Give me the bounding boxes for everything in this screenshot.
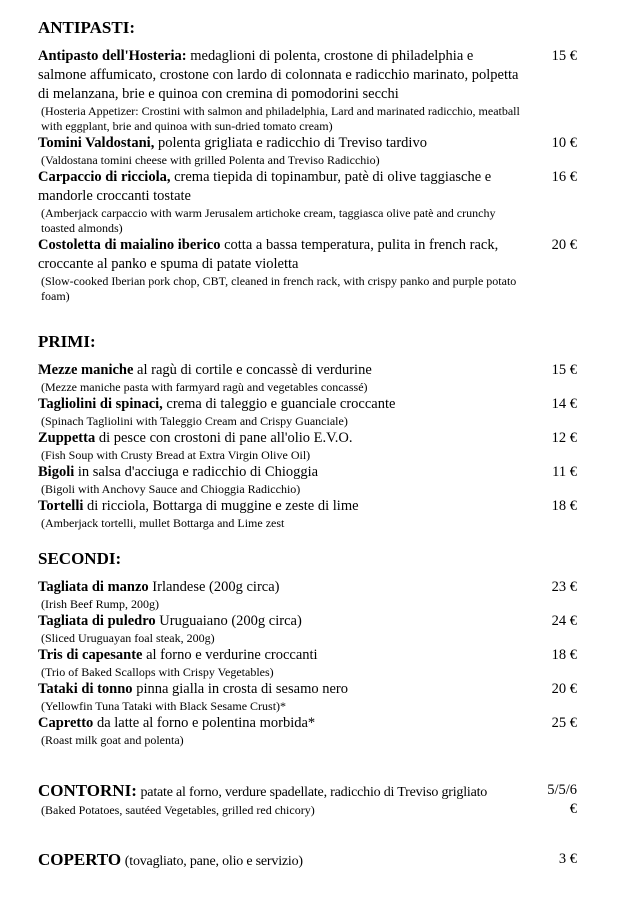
menu-item xyxy=(38,850,577,872)
menu-item-translation: (Valdostana tomini cheese with grilled Polenta and Treviso Radicchio) xyxy=(41,153,380,167)
menu-item-translation: (Sliced Uruguayan foal steak, 200g) xyxy=(41,631,215,645)
menu-item-translation: (Baked Potatoes, sautéed Vegetables, grilled red chicory) xyxy=(41,803,315,817)
menu-item xyxy=(38,612,577,646)
menu-item-price: 5/5/6 € xyxy=(547,782,577,817)
menu-item-name: Tagliata di puledro xyxy=(38,613,156,629)
menu-item xyxy=(38,47,577,134)
menu-item-price: 11 € xyxy=(552,464,577,480)
menu-item-description: di pesce con crostoni di pane all'olio E.V.O. xyxy=(98,430,353,446)
menu-item-translation: (Hosteria Appetizer: Crostini with salmon and philadelphia, Lard and marinated radicchio, meatball with eggplant, brie and quinoa with sun-dried tomato cream) xyxy=(41,104,520,133)
menu-item-text xyxy=(38,646,525,680)
menu-item-translation: (Spinach Tagliolini with Taleggio Cream and Crispy Guanciale) xyxy=(41,414,348,428)
menu-item-text xyxy=(38,463,525,497)
menu-item-translation: (Amberjack tortelli, mullet Bottarga and Lime zest xyxy=(41,516,285,530)
menu-item-text xyxy=(38,395,525,429)
menu-item-description: in salsa d'acciuga e radicchio di Chioggia xyxy=(77,464,319,480)
menu-item xyxy=(38,429,577,463)
menu-item-name: CONTORNI: xyxy=(38,781,137,800)
menu-item-translation: (Bigoli with Anchovy Sauce and Chioggia Radicchio) xyxy=(41,482,301,496)
menu-item-translation: (Mezze maniche pasta with farmyard ragù and vegetables concassé) xyxy=(41,380,368,394)
menu-section-contorni xyxy=(38,781,577,818)
menu-item-price: 3 € xyxy=(558,851,577,867)
menu-item-price: 18 € xyxy=(551,647,577,663)
menu-item-text xyxy=(38,168,525,236)
menu-item-name: Tortelli xyxy=(38,498,84,514)
section-title-primi: PRIMI: xyxy=(38,332,96,351)
menu-item-translation: (Yellowfin Tuna Tataki with Black Sesame Crust)* xyxy=(41,699,287,713)
menu-item-translation: (Trio of Baked Scallops with Crispy Vegetables) xyxy=(41,665,274,679)
menu-item-name: Tataki di tonno xyxy=(38,681,133,697)
menu-item-text xyxy=(38,429,525,463)
section-title-secondi: SECONDI: xyxy=(38,549,122,568)
menu-item-description: al ragù di cortile e concassè di verdurine xyxy=(137,362,372,378)
menu-item-translation: (Slow-cooked Iberian pork chop, CBT, cleaned in french rack, with crispy panko and purple potato foam) xyxy=(41,274,517,303)
menu-item-translation: (Amberjack carpaccio with warm Jerusalem artichoke cream, taggiasca olive patè and crunchy toasted almonds) xyxy=(41,206,496,235)
menu-item xyxy=(38,578,577,612)
menu-item-text xyxy=(38,612,525,646)
menu-item-price: 20 € xyxy=(551,681,577,697)
menu-item xyxy=(38,236,577,304)
menu-item-description: pinna gialla in crosta di sesamo nero xyxy=(136,681,348,697)
menu-item-description: cotta a bassa temperatura, pulita in french rack, croccante al panko e spuma di patate violetta xyxy=(38,237,499,272)
menu-item-description: crema di taleggio e guanciale croccante xyxy=(166,396,396,412)
menu-item-description: polenta grigliata e radicchio di Treviso tardivo xyxy=(157,135,427,151)
menu-item-name: Tagliata di manzo xyxy=(38,579,149,595)
menu-item-description: (tovagliato, pane, olio e servizio) xyxy=(124,854,303,869)
menu-item xyxy=(38,680,577,714)
section-title-antipasti: ANTIPASTI: xyxy=(38,18,135,37)
menu-item-price: 23 € xyxy=(551,579,577,595)
menu-item-description: Irlandese (200g circa) xyxy=(152,579,280,595)
menu-item-name: Tomini Valdostani, xyxy=(38,135,155,151)
menu-item-price: 25 € xyxy=(551,715,577,731)
menu-item xyxy=(38,134,577,168)
menu-item-text xyxy=(38,850,543,872)
menu-item-price: 24 € xyxy=(551,613,577,629)
menu-item-description: crema tiepida di topinambur, patè di olive taggiasche e mandorle croccanti tostate xyxy=(38,169,492,204)
menu-item-description: di ricciola, Bottarga di muggine e zeste di lime xyxy=(87,498,359,514)
menu-item-price: 15 € xyxy=(551,362,577,378)
menu-item-description: medaglioni di polenta, crostone di philadelphia e salmone affumicato, crostone con lardo di colonnata e radicchio marinato, polpetta di melanzana, brie e quinoa con cremina di pomodorini secchi xyxy=(38,48,519,102)
menu-item-name: Carpaccio di ricciola, xyxy=(38,169,171,185)
menu-item-price: 18 € xyxy=(551,498,577,514)
menu-item-name: COPERTO xyxy=(38,850,122,869)
menu-item-name: Tagliolini di spinaci, xyxy=(38,396,163,412)
menu-item-text xyxy=(38,134,525,168)
menu-item-text xyxy=(38,497,525,531)
menu-section-coperto xyxy=(38,850,577,872)
menu-item-price: 20 € xyxy=(551,237,577,253)
menu-item-name: Mezze maniche xyxy=(38,362,134,378)
menu-item-description: Uruguaiano (200g circa) xyxy=(159,613,302,629)
menu-item-description: patate al forno, verdure spadellate, radicchio di Treviso grigliato xyxy=(140,785,488,800)
menu-item xyxy=(38,781,577,818)
menu-item-name: Antipasto dell'Hosteria: xyxy=(38,48,187,64)
menu-item xyxy=(38,361,577,395)
menu-item-translation: (Irish Beef Rump, 200g) xyxy=(41,597,159,611)
menu-item-text xyxy=(38,781,543,818)
menu-item xyxy=(38,497,577,531)
menu-item-text xyxy=(38,578,525,612)
menu-item-name: Bigoli xyxy=(38,464,75,480)
menu-item-name: Capretto xyxy=(38,715,94,731)
menu-section-primi xyxy=(38,331,577,531)
menu-item-price: 14 € xyxy=(551,396,577,412)
menu-item-description: da latte al forno e polentina morbida* xyxy=(96,715,316,731)
menu-item-translation: (Fish Soup with Crusty Bread at Extra Virgin Olive Oil) xyxy=(41,448,311,462)
menu-item-name: Tris di capesante xyxy=(38,647,143,663)
menu-item-price: 15 € xyxy=(551,48,577,64)
menu-item xyxy=(38,168,577,236)
menu-item-text xyxy=(38,680,525,714)
menu-item xyxy=(38,714,577,748)
menu-section-antipasti xyxy=(38,17,577,304)
menu-item-text xyxy=(38,47,525,134)
menu-item-description: al forno e verdurine croccanti xyxy=(146,647,318,663)
menu-item-price: 16 € xyxy=(551,169,577,185)
menu-item-translation: (Roast milk goat and polenta) xyxy=(41,733,184,747)
menu-section-secondi xyxy=(38,548,577,748)
menu-item-price: 12 € xyxy=(551,430,577,446)
menu-item-name: Zuppetta xyxy=(38,430,96,446)
menu-item xyxy=(38,463,577,497)
menu-item xyxy=(38,395,577,429)
menu-item-text xyxy=(38,714,525,748)
menu-item-text xyxy=(38,236,525,304)
menu-item-name: Costoletta di maialino iberico xyxy=(38,237,221,253)
menu-item-text xyxy=(38,361,525,395)
menu-item xyxy=(38,646,577,680)
menu-item-price: 10 € xyxy=(551,135,577,151)
